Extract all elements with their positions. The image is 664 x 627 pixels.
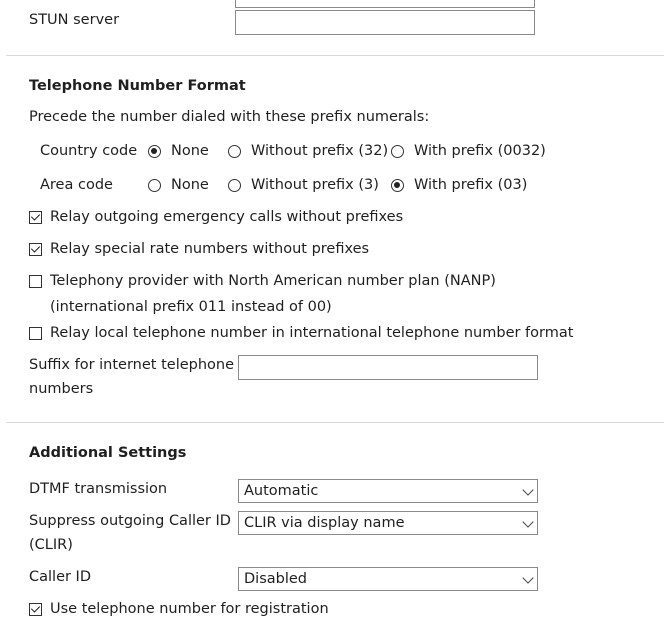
country-code-without-prefix-radio[interactable] <box>228 145 241 158</box>
area-code-with-prefix-radio[interactable] <box>391 179 404 192</box>
phone-format-heading: Telephone Number Format <box>29 78 246 94</box>
previous-field-input[interactable] <box>235 0 535 8</box>
use-number-registration-checkbox[interactable] <box>29 603 42 616</box>
country-code-with-prefix-label[interactable]: With prefix (0032) <box>414 143 546 159</box>
suffix-input[interactable] <box>238 355 538 380</box>
dtmf-select-value: Automatic <box>244 483 319 499</box>
clir-label-line1: Suppress outgoing Caller ID <box>29 513 231 529</box>
section-divider <box>6 422 664 423</box>
special-rate-label[interactable]: Relay special rate numbers without prefixes <box>50 241 370 257</box>
area-code-with-prefix-label[interactable]: With prefix (03) <box>414 177 528 193</box>
chevron-down-icon <box>522 572 533 583</box>
chevron-down-icon <box>522 516 533 527</box>
area-code-without-prefix-radio[interactable] <box>228 179 241 192</box>
caller-id-label: Caller ID <box>29 569 92 585</box>
additional-settings-heading: Additional Settings <box>29 445 187 461</box>
stun-server-input[interactable] <box>235 10 535 35</box>
suffix-label-line1: Suffix for internet telephone <box>29 357 235 373</box>
area-code-none-radio[interactable] <box>148 179 161 192</box>
emergency-calls-checkbox[interactable] <box>29 211 42 224</box>
area-code-without-prefix-label[interactable]: Without prefix (3) <box>251 177 379 193</box>
prefix-description: Precede the number dialed with these prefix numerals: <box>29 109 430 125</box>
suffix-label-line2: numbers <box>29 381 94 397</box>
dtmf-select[interactable] <box>238 479 538 503</box>
nanp-sublabel: (international prefix 011 instead of 00) <box>50 299 332 315</box>
emergency-calls-label[interactable]: Relay outgoing emergency calls without prefixes <box>50 209 404 225</box>
section-divider <box>6 55 664 56</box>
clir-select[interactable] <box>238 511 538 535</box>
caller-id-select-value: Disabled <box>244 571 307 587</box>
clir-select-value: CLIR via display name <box>244 515 405 531</box>
chevron-down-icon <box>522 484 533 495</box>
use-number-registration-label[interactable]: Use telephone number for registration <box>50 601 329 617</box>
caller-id-select[interactable] <box>238 567 538 591</box>
dtmf-label: DTMF transmission <box>29 481 168 497</box>
nanp-label[interactable]: Telephony provider with North American number plan (NANP) <box>50 273 496 289</box>
area-code-label: Area code <box>40 177 113 193</box>
country-code-none-label[interactable]: None <box>171 143 209 159</box>
local-intl-format-checkbox[interactable] <box>29 327 42 340</box>
special-rate-checkbox[interactable] <box>29 243 42 256</box>
clir-label-line2: (CLIR) <box>29 537 73 553</box>
area-code-none-label[interactable]: None <box>171 177 209 193</box>
stun-server-label: STUN server <box>29 12 120 28</box>
country-code-with-prefix-radio[interactable] <box>391 145 404 158</box>
local-intl-format-label[interactable]: Relay local telephone number in international telephone number format <box>50 325 574 341</box>
country-code-without-prefix-label[interactable]: Without prefix (32) <box>251 143 389 159</box>
country-code-label: Country code <box>40 143 138 159</box>
country-code-none-radio[interactable] <box>148 145 161 158</box>
nanp-checkbox[interactable] <box>29 275 42 288</box>
